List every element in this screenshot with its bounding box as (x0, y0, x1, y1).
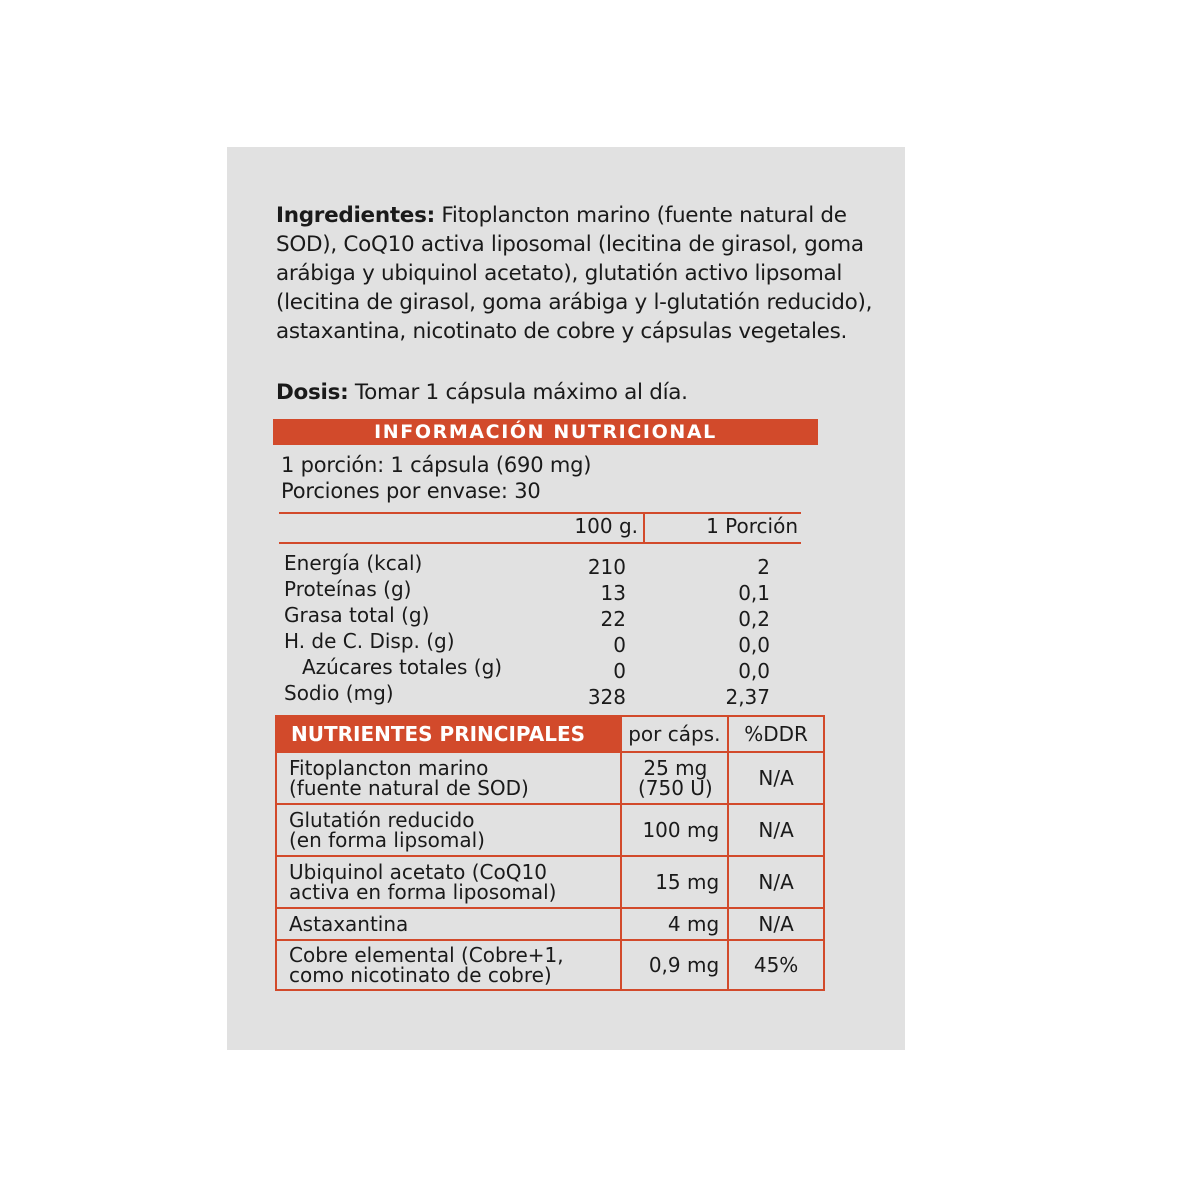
nutrient-amount: 15 mg (621, 856, 729, 908)
nutrient-amount: 0,9 mg (621, 940, 729, 990)
nutrient-amount: 4 mg (621, 908, 729, 940)
value-100g: 0 (613, 659, 626, 683)
value-100g: 0 (613, 633, 626, 657)
nutrition-label: Energía (kcal) (284, 551, 423, 575)
column-100g: 100 g. (574, 514, 638, 538)
nutrient-ddr: N/A (728, 908, 824, 940)
nutrition-label: Sodio (mg) (284, 681, 394, 705)
serving-size: 1 porción: 1 cápsula (690 mg) (281, 453, 592, 477)
dosis-text (276, 378, 688, 407)
nutrient-name-detail: (fuente natural de SOD) (289, 776, 529, 800)
nutrient-name: Ubiquinol acetato (CoQ10 (289, 860, 547, 884)
nutrients-header-row (276, 716, 824, 752)
ingredients-text (276, 201, 876, 346)
value-100g: 210 (587, 555, 626, 579)
value-portion: 0,1 (738, 581, 770, 605)
column-portion: 1 Porción (706, 514, 798, 538)
nutrient-ddr: N/A (728, 856, 824, 908)
value-portion: 2 (757, 555, 770, 579)
ingredients-body: Fitoplancton marino (fuente natural de SOD), CoQ10 activa liposomal (lecitina de girasol, goma arábiga y ubiquinol acetato), glutatión activo lipsomal (lecitina de girasol, goma arábiga y l-glutatión reducido), astaxantina, nicotinato de cobre y cápsulas vegetales. (276, 203, 873, 344)
nutrient-name: Cobre elemental (Cobre+1, (289, 943, 564, 967)
value-portion: 2,37 (725, 685, 770, 709)
nutrients-header: NUTRIENTES PRINCIPALES (276, 716, 621, 752)
nutrient-name-detail: (en forma lipsomal) (289, 828, 485, 852)
nutrient-ddr: N/A (728, 752, 824, 804)
value-portion: 0,2 (738, 607, 770, 631)
servings-per-container: Porciones por envase: 30 (281, 479, 541, 503)
ingredients-title: Ingredientes: (276, 203, 435, 228)
nutrition-label: Proteínas (g) (284, 577, 412, 601)
value-100g: 328 (587, 685, 626, 709)
value-100g: 13 (600, 581, 626, 605)
dosis-body: Tomar 1 cápsula máximo al día. (348, 380, 688, 405)
nutrition-label: Azúcares totales (g) (302, 655, 503, 679)
value-100g: 22 (600, 607, 626, 631)
nutrients-table (275, 715, 825, 991)
serving-info (281, 452, 591, 504)
nutrient-row (276, 804, 824, 856)
nutrition-info-header: INFORMACIÓN NUTRICIONAL (273, 419, 818, 445)
nutrition-label: H. de C. Disp. (g) (284, 629, 455, 653)
nutrient-amount: 100 mg (621, 804, 729, 856)
nutrition-label: Grasa total (g) (284, 603, 430, 627)
nutrient-amount-detail: (750 U) (637, 776, 713, 800)
value-portion: 0,0 (738, 633, 770, 657)
nutrient-row (276, 752, 824, 804)
nutrition-row (284, 681, 804, 710)
nutrient-row (276, 856, 824, 908)
nutrient-name: Fitoplancton marino (289, 756, 489, 780)
column-per-capsule: por cáps. (621, 716, 729, 752)
nutrient-name-detail: activa en forma liposomal) (289, 880, 557, 904)
nutrient-row (276, 940, 824, 990)
nutrient-ddr: 45% (728, 940, 824, 990)
column-ddr: %DDR (728, 716, 824, 752)
value-portion: 0,0 (738, 659, 770, 683)
divider-header-bottom (279, 542, 801, 544)
nutrient-name-detail: como nicotinato de cobre) (289, 963, 552, 987)
nutrient-ddr: N/A (728, 804, 824, 856)
nutrient-name: Astaxantina (276, 908, 621, 940)
nutrient-amount: 25 mg (643, 756, 708, 780)
nutrient-row (276, 908, 824, 940)
dosis-title: Dosis: (276, 380, 349, 405)
divider-column (643, 512, 645, 544)
nutrient-name: Glutatión reducido (289, 808, 475, 832)
